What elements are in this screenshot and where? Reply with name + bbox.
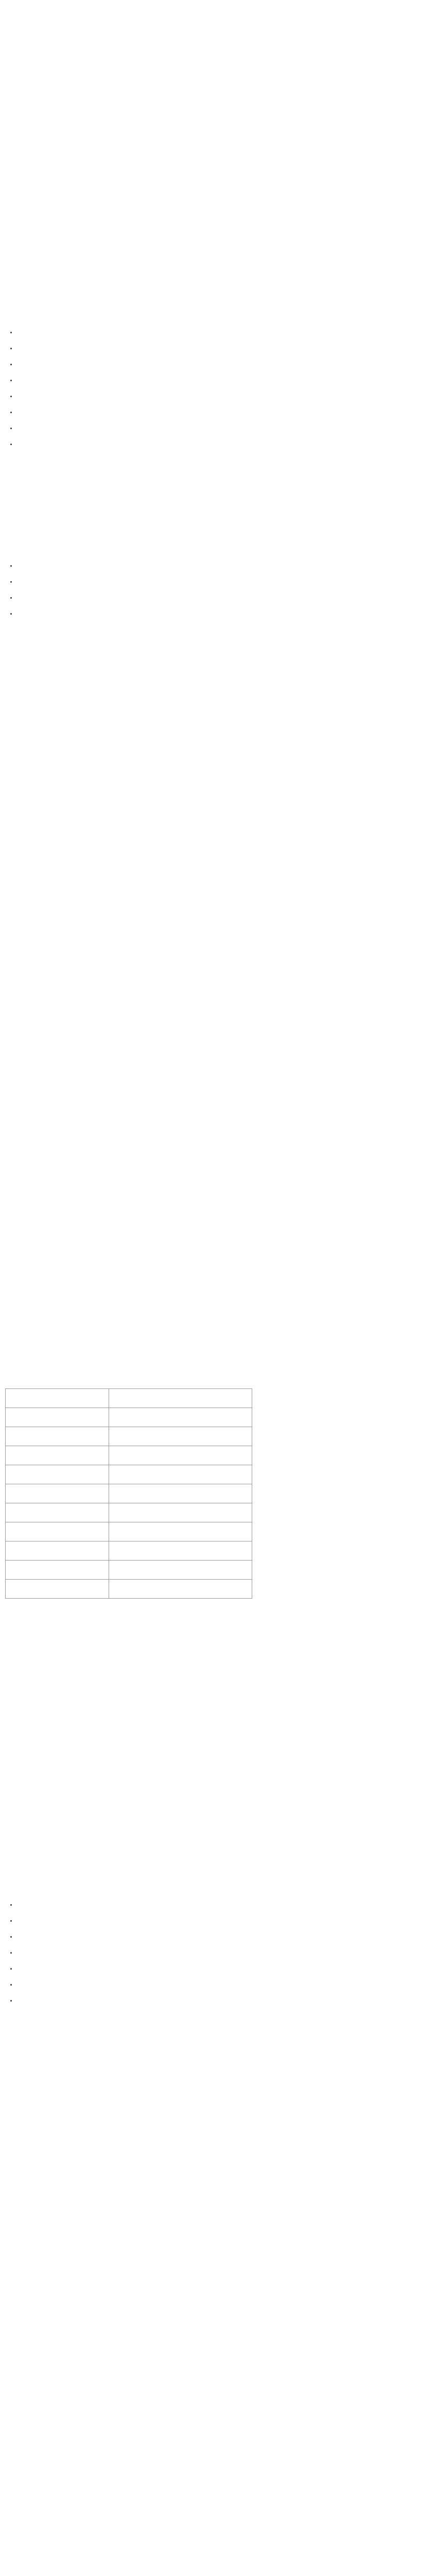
table-cell [6,1541,109,1561]
table-row [6,1541,252,1561]
table-cell [109,1503,252,1522]
table-cell [109,1465,252,1484]
paragraph [5,2066,431,2112]
list-item [16,595,431,609]
paragraph [5,2512,431,2557]
list-item [16,393,431,408]
bullet-list-b [5,563,431,625]
table-cell [6,1522,109,1541]
list-item [16,377,431,392]
table-cell [109,1522,252,1541]
section-c [5,630,431,1368]
paragraph [5,1125,431,1170]
paragraph [5,461,431,490]
table-caption [5,1373,431,1386]
paragraph [5,927,431,972]
paragraph [5,2017,431,2062]
list-item [16,441,431,455]
paragraph [5,230,431,276]
paragraph [5,729,431,774]
list-item [16,1950,431,1964]
table-row [6,1580,252,1599]
paragraph [5,495,431,524]
list-item [16,409,431,423]
section-e [5,2017,431,2576]
table-row [6,1561,252,1580]
table-header-row [6,1389,252,1408]
table-row [6,1503,252,1522]
paragraph [5,2462,431,2507]
list-item [16,425,431,439]
table-row [6,1484,252,1503]
table-row [6,1465,252,1484]
paragraph [5,280,431,325]
list-item [16,345,431,360]
paragraph [5,2116,431,2161]
list-item [16,1981,431,1996]
table-row [6,1522,252,1541]
table-cell [6,1446,109,1465]
bullet-list-a [5,329,431,455]
table-cell [109,1408,252,1427]
paragraph [5,1026,431,1071]
paragraph [5,976,431,1022]
table-cell [109,1561,252,1580]
bullet-list-c [5,1902,431,2012]
table-cell [6,1561,109,1580]
paragraph [5,1704,431,1749]
table-cell [6,1503,109,1522]
table-row [6,1446,252,1465]
paragraph [5,1273,431,1318]
paragraph [5,1605,431,1650]
section-d [5,1605,431,1897]
paragraph [5,82,431,127]
paragraph [5,630,431,675]
paragraph [5,2215,431,2260]
article-kicker [5,3,431,12]
list-item [16,1997,431,2012]
paragraph [5,1075,431,1121]
paragraph [5,529,431,558]
article-table [5,1388,252,1599]
list-item [16,611,431,625]
table-cell [6,1465,109,1484]
table-cell [109,1541,252,1561]
paragraph [5,2165,431,2211]
table-cell [6,1580,109,1599]
article-lead [5,65,431,78]
list-item [16,1934,431,1948]
article-author [5,15,431,22]
article-affiliation [5,23,431,29]
list-item [16,329,431,344]
paragraph [5,1654,431,1700]
paragraph [5,1323,431,1368]
table-cell [6,1408,109,1427]
paragraph [5,1174,431,1219]
table-cell [6,1427,109,1446]
paragraph [5,1852,431,1897]
paragraph [5,2363,431,2409]
paragraph [5,1753,431,1799]
paragraph [5,1803,431,1848]
paragraph [5,2314,431,2359]
table-row [6,1427,252,1446]
paragraph [5,181,431,226]
table-header-cell [6,1389,109,1408]
paragraph [5,2264,431,2310]
list-item [16,361,431,376]
list-item [16,1902,431,1916]
paragraph [5,828,431,873]
paragraph [5,131,431,177]
list-item [16,1965,431,1980]
table-cell [109,1446,252,1465]
section-a [5,82,431,325]
list-item [16,579,431,593]
list-item [16,563,431,577]
table-header-cell [109,1389,252,1408]
table-cell [109,1580,252,1599]
table-cell [109,1427,252,1446]
article-title [5,32,431,60]
paragraph [5,1224,431,1269]
paragraph [5,877,431,923]
paragraph [5,2413,431,2458]
paragraph [5,2561,431,2576]
list-item [16,1918,431,1932]
section-b [5,461,431,558]
table-cell [109,1484,252,1503]
paragraph [5,778,431,824]
table-body [6,1408,252,1599]
table-row [6,1408,252,1427]
table-cell [6,1484,109,1503]
paragraph [5,680,431,725]
